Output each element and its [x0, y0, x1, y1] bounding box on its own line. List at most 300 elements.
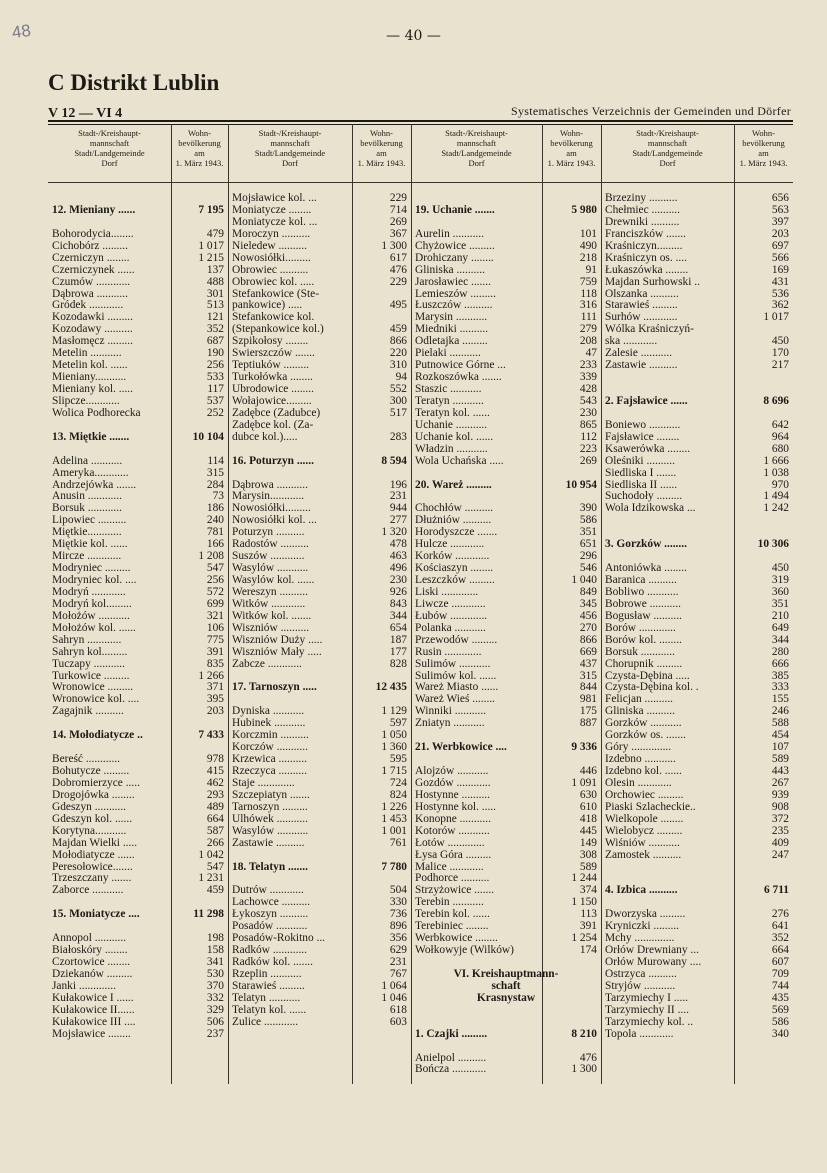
row-spacer	[48, 921, 228, 933]
place-name: Antoniówka ........	[605, 563, 687, 575]
population-value: 446	[579, 765, 597, 777]
place-name: Bobliwo ...........	[605, 586, 679, 598]
commune-heading-row	[601, 885, 793, 897]
village-row	[601, 933, 793, 945]
row-spacer	[48, 217, 228, 229]
village-row	[601, 969, 793, 981]
population-value: 279	[579, 323, 597, 336]
village-row	[601, 289, 793, 301]
population-value: 47	[585, 347, 597, 360]
place-name: Wola Uchańska .....	[415, 455, 504, 467]
place-name: Korczmin ..........	[232, 730, 309, 742]
row-spacer	[228, 444, 411, 456]
village-row	[228, 897, 411, 909]
village-row	[228, 599, 411, 611]
village-row	[228, 647, 411, 659]
population-value: 699	[206, 597, 224, 610]
place-name: Nowosiółki.........	[232, 252, 311, 264]
place-name: Sahryn kol.........	[52, 646, 128, 658]
population-value: 669	[579, 645, 597, 658]
row-spacer	[48, 742, 228, 754]
place-name: Terebiniec ........	[415, 921, 489, 933]
population-value: 300	[389, 394, 407, 407]
place-name: Metelin kol. ......	[52, 360, 128, 372]
population-value: 121	[206, 311, 224, 324]
village-row	[228, 706, 411, 718]
population-value: 111	[580, 311, 597, 324]
place-name: Wareż Wieś ........	[415, 694, 496, 706]
place-name: 12. Mieniany ......	[52, 204, 136, 216]
place-name: Turkowice .........	[52, 670, 130, 682]
population-value: 849	[579, 585, 597, 598]
population-value: 247	[771, 848, 789, 861]
row-spacer	[411, 754, 601, 766]
village-row	[411, 873, 601, 885]
population-value: 293	[206, 788, 224, 801]
population-value: 339	[579, 371, 597, 384]
place-name: Starawieś .........	[605, 300, 678, 312]
village-row	[601, 1005, 793, 1017]
population-value: 137	[206, 263, 224, 276]
village-row	[228, 802, 411, 814]
village-row	[48, 503, 228, 515]
village-row	[228, 527, 411, 539]
place-name: Telatyn ...........	[232, 992, 301, 1004]
place-name: 20. Wareż .........	[415, 479, 492, 491]
place-name: Łubów .............	[415, 610, 488, 622]
population-value: 443	[771, 765, 789, 777]
population-value: 981	[579, 693, 597, 706]
place-name: Świerszczów .......	[232, 348, 315, 360]
village-row	[601, 778, 793, 790]
place-name: Olszanka ..........	[605, 288, 679, 300]
population-value: 352	[771, 932, 789, 945]
place-name: Gorzków ...........	[605, 718, 682, 730]
village-row	[228, 885, 411, 897]
village-row	[601, 1017, 793, 1029]
place-name: Wiszniów Duży .....	[232, 634, 323, 646]
place-name: Mojsławice ........	[52, 1028, 131, 1040]
village-row	[601, 336, 793, 348]
village-row	[48, 981, 228, 993]
population-value: 478	[389, 538, 407, 551]
population-value: 315	[579, 669, 597, 682]
population-value: 8 210	[571, 1027, 597, 1040]
population-value: 495	[389, 299, 407, 312]
place-name: Mołożów ...........	[52, 610, 130, 622]
village-row	[228, 1005, 411, 1017]
village-row	[48, 1017, 228, 1029]
population-value: 10 306	[757, 538, 789, 551]
header-population: Wohn- bevölkerung am 1. März 1943.	[547, 128, 596, 168]
village-row	[228, 587, 411, 599]
population-value: 569	[771, 1003, 789, 1016]
population-value: 506	[206, 1015, 224, 1028]
place-name: Annopol ...........	[52, 933, 127, 945]
place-name: Zamostek ..........	[605, 849, 682, 861]
village-row	[228, 957, 411, 969]
place-name: Tuczapy ...........	[52, 658, 125, 670]
place-name: Winniki ...........	[415, 706, 487, 718]
place-name: Pielaki ...........	[415, 348, 481, 360]
population-value: 490	[579, 239, 597, 252]
village-row	[48, 1029, 228, 1041]
village-row	[411, 909, 601, 921]
place-name: Majdan Surhowski ..	[605, 276, 700, 288]
village-row	[48, 265, 228, 277]
village-row	[601, 217, 793, 229]
population-value: 642	[771, 418, 789, 431]
village-row	[48, 1005, 228, 1017]
place-name: pankowice) .....	[232, 300, 303, 312]
population-value: 1 242	[763, 502, 789, 515]
place-name: Brzeziny ..........	[605, 193, 678, 204]
place-name: Drewniki ..........	[605, 216, 680, 228]
population-value: 8 594	[381, 454, 407, 467]
place-name: Suchodoły .........	[605, 491, 683, 503]
village-row	[48, 336, 228, 348]
place-name: Dąbrowa ...........	[232, 479, 308, 491]
population-value: 117	[207, 383, 224, 395]
population-value: 203	[771, 227, 789, 240]
population-value: 666	[771, 657, 789, 670]
place-name: Anielpol ..........	[415, 1052, 487, 1064]
place-name: Nowosiółki.........	[232, 503, 311, 515]
village-row	[411, 933, 601, 945]
header-population: Wohn- bevölkerung am 1. März 1943.	[175, 128, 224, 168]
population-value: 944	[389, 502, 407, 515]
population-value: 926	[389, 585, 407, 598]
population-value: 367	[389, 227, 407, 240]
place-name: Trzeszczany .......	[52, 873, 132, 885]
place-name: 2. Fajsławice ......	[605, 395, 688, 407]
place-name: Żabcze ............	[232, 658, 302, 670]
village-row	[48, 682, 228, 694]
population-value: 887	[579, 717, 597, 730]
place-name: 14. Mołodiatycze ..	[52, 730, 143, 742]
place-name: Liwcze ............	[415, 598, 486, 610]
population-value: 759	[579, 275, 597, 288]
place-name: Bogusław ..........	[605, 610, 682, 622]
place-name: Miętkie kol. ......	[52, 539, 128, 551]
population-value: 1 494	[763, 490, 789, 503]
village-row	[411, 623, 601, 635]
village-row	[48, 838, 228, 850]
village-row	[601, 730, 793, 742]
village-row	[601, 718, 793, 730]
village-row	[601, 993, 793, 1005]
place-name: Sulimów ...........	[415, 658, 491, 670]
place-name: Stefankowice (Ste-	[232, 288, 319, 300]
commune-heading-row	[601, 539, 793, 551]
place-name: Tarzymiechy I .....	[605, 992, 689, 1004]
place-name: Żniatyn ...........	[415, 718, 485, 730]
place-name: Orchowiec .........	[605, 789, 684, 801]
place-name: Wasylów ...........	[232, 563, 309, 575]
population-value: 233	[579, 359, 597, 372]
population-value: 736	[389, 908, 407, 921]
place-name: Tarzymiechy kol. ..	[605, 1016, 694, 1028]
population-value: 513	[206, 299, 224, 312]
population-value: 246	[771, 705, 789, 718]
row-spacer	[411, 491, 601, 503]
place-name: Putnowice Górne ...	[415, 360, 506, 372]
population-value: 587	[206, 824, 224, 837]
commune-heading-row	[228, 862, 411, 874]
place-name: Czysta-Dębina kol. .	[605, 682, 699, 694]
population-value: 589	[579, 860, 597, 873]
place-name: Uchanie ...........	[415, 419, 488, 431]
village-row	[48, 563, 228, 575]
population-value: 664	[771, 944, 789, 957]
village-row	[411, 659, 601, 671]
population-value: 517	[389, 406, 407, 419]
population-value: 1 042	[198, 848, 224, 861]
population-value: 552	[389, 383, 407, 395]
village-row	[228, 945, 411, 957]
place-name: Zalesie ...........	[605, 348, 673, 360]
place-name: Tarzymiechy II ....	[605, 1004, 689, 1016]
village-row	[48, 623, 228, 635]
village-row	[48, 312, 228, 324]
place-name: Wereszyn ..........	[232, 586, 308, 598]
population-value: 908	[771, 800, 789, 813]
population-value: 113	[580, 908, 597, 921]
place-name: Gródek ............	[52, 300, 124, 312]
row-spacer	[601, 515, 793, 527]
village-row	[228, 384, 411, 396]
place-name: Wielkopole ........	[605, 813, 684, 825]
population-value: 714	[389, 203, 407, 216]
village-row	[411, 993, 601, 1005]
row-spacer	[228, 873, 411, 885]
village-row	[601, 241, 793, 253]
place-name: Łukaszówka ........	[605, 264, 689, 276]
place-name: Posadów ...........	[232, 921, 308, 933]
place-name: Lemieszów .........	[415, 288, 496, 300]
population-value: 828	[389, 657, 407, 670]
population-value: 435	[771, 991, 789, 1004]
place-name: Rzeczyca ..........	[232, 766, 307, 777]
population-value: 866	[389, 335, 407, 348]
place-name: Topola ............	[605, 1028, 674, 1040]
population-value: 277	[389, 514, 407, 527]
village-row	[601, 253, 793, 265]
commune-heading-row	[601, 396, 793, 408]
village-row	[48, 826, 228, 838]
population-value: 1 360	[381, 741, 407, 754]
place-name: Rozkoszówka .......	[415, 372, 502, 384]
commune-heading-row	[411, 480, 601, 492]
population-value: 488	[206, 275, 224, 288]
place-name: Dyniska ...........	[232, 706, 305, 718]
population-value: 186	[206, 502, 224, 515]
village-row	[48, 647, 228, 659]
village-row	[228, 742, 411, 754]
place-name: Teratyn ...........	[415, 395, 484, 407]
village-row	[601, 503, 793, 515]
place-name: Wiśniów ...........	[605, 837, 680, 849]
population-value: 344	[389, 609, 407, 622]
population-value: 610	[579, 800, 597, 813]
place-name: Terebin ...........	[415, 897, 484, 909]
column-group-4	[601, 193, 793, 1041]
village-row	[411, 718, 601, 730]
village-row	[601, 957, 793, 969]
population-value: 175	[579, 705, 597, 718]
place-name: Sulimów kol. ......	[415, 670, 497, 682]
village-row	[228, 623, 411, 635]
place-name: Zastawie ..........	[232, 837, 305, 849]
place-name: Wielobycz .........	[605, 825, 683, 837]
place-name: Modryniec .........	[52, 563, 131, 575]
place-name: Uchanie kol. ......	[415, 431, 494, 443]
row-spacer	[228, 468, 411, 480]
population-value: 1 300	[571, 1063, 597, 1076]
place-name: Stryjów ...........	[605, 980, 676, 992]
village-row	[411, 324, 601, 336]
population-value: 866	[579, 633, 597, 646]
place-name: Oleśniki ..........	[605, 455, 675, 467]
population-value: 155	[771, 693, 789, 706]
population-value: 496	[389, 562, 407, 575]
population-value: 563	[771, 203, 789, 216]
village-row	[228, 933, 411, 945]
place-name: Werbkowice ........	[415, 933, 498, 945]
population-value: 697	[771, 239, 789, 252]
population-value: 450	[771, 562, 789, 575]
village-row	[48, 456, 228, 468]
commune-heading-row	[411, 742, 601, 754]
population-value: 149	[579, 836, 597, 849]
population-value: 537	[206, 394, 224, 407]
village-row	[411, 682, 601, 694]
place-name: Rzeplin ...........	[232, 968, 302, 980]
column-group-2	[228, 193, 411, 1029]
village-row	[228, 659, 411, 671]
village-row	[228, 300, 411, 312]
village-row	[48, 635, 228, 647]
village-row	[228, 563, 411, 575]
place-name: Strzyżowice .......	[415, 885, 495, 897]
village-row	[601, 921, 793, 933]
place-name: Czumów ............	[52, 276, 131, 288]
population-value: 431	[771, 275, 789, 288]
place-name: Krzewica ..........	[232, 754, 307, 766]
place-name: Wasylów kol. ......	[232, 575, 315, 586]
village-row	[48, 671, 228, 683]
population-value: 10 104	[192, 430, 224, 443]
place-name: 13. Miętkie .......	[52, 431, 130, 443]
population-value: 547	[206, 562, 224, 575]
place-name: Wiszniów Mały .....	[232, 646, 322, 658]
population-value: 1 715	[381, 765, 407, 777]
commune-heading-row	[48, 205, 228, 217]
population-value: 1 231	[198, 872, 224, 885]
population-value: 1 046	[381, 991, 407, 1004]
place-name: Radostów ..........	[232, 539, 309, 551]
place-name: Radków kol. .......	[232, 957, 313, 968]
village-row	[48, 384, 228, 396]
population-value: 865	[579, 418, 597, 431]
place-name: Franciszków .......	[605, 228, 686, 240]
population-value: 8 696	[763, 394, 789, 407]
population-value: 210	[771, 609, 789, 622]
village-row	[411, 814, 601, 826]
village-row	[48, 850, 228, 862]
population-value: 437	[579, 657, 597, 670]
population-value: 476	[579, 1051, 597, 1064]
population-value: 1 150	[571, 896, 597, 909]
place-name: Leszczków .........	[415, 575, 495, 586]
village-row	[411, 790, 601, 802]
population-value: 308	[579, 848, 597, 861]
population-value: 315	[206, 466, 224, 479]
place-name: Hulcze ............	[415, 539, 485, 551]
population-value: 775	[206, 633, 224, 646]
village-row	[48, 599, 228, 611]
place-name: Dutrów ............	[232, 885, 304, 897]
village-row	[411, 372, 601, 384]
village-row	[411, 396, 601, 408]
village-row	[228, 826, 411, 838]
place-name: Teptiuków .........	[232, 360, 310, 372]
commune-heading-row	[228, 682, 411, 694]
column-group-1	[48, 193, 228, 1041]
page-title: C Distrikt Lublin	[48, 70, 220, 95]
place-name: Mieniany kol. .....	[52, 384, 133, 395]
place-name: Borsuk ............	[52, 503, 122, 515]
population-value: 607	[771, 956, 789, 968]
place-name: 15. Moniatycze ....	[52, 909, 140, 921]
place-name: Moniatycze ........	[232, 204, 312, 216]
place-name: Drohiczany ........	[415, 252, 494, 264]
population-value: 203	[206, 705, 224, 718]
village-row	[601, 360, 793, 372]
village-row	[48, 766, 228, 778]
population-value: 595	[389, 753, 407, 766]
population-value: 724	[389, 776, 407, 789]
village-row	[411, 312, 601, 324]
place-name: Odletajka .........	[415, 336, 488, 348]
place-name: Moniatycze kol. ...	[232, 216, 318, 228]
place-name: Rusin .............	[415, 646, 482, 658]
village-row	[411, 265, 601, 277]
place-name: Staje .............	[232, 777, 295, 789]
population-value: 709	[771, 967, 789, 980]
population-value: 630	[579, 788, 597, 801]
place-name: Łysa Góra .........	[415, 849, 492, 861]
place-name: Wołkowyje (Wilków)	[415, 945, 514, 957]
village-row	[411, 432, 601, 444]
population-value: 10 954	[565, 478, 597, 491]
place-name: Modryń ............	[52, 586, 126, 598]
population-value: 352	[206, 323, 224, 336]
population-value: 651	[579, 538, 597, 551]
place-name: schaft	[491, 980, 521, 992]
population-value: 603	[389, 1015, 407, 1028]
population-value: 240	[206, 514, 224, 527]
population-value: 617	[389, 251, 407, 264]
place-name: Korczów ...........	[232, 742, 308, 754]
place-name: Zadębce kol. (Za-	[232, 419, 314, 431]
population-value: 547	[206, 860, 224, 873]
place-name: Siedliska I .......	[605, 467, 677, 479]
village-row	[411, 360, 601, 372]
population-value: 370	[206, 979, 224, 992]
population-value: 896	[389, 920, 407, 933]
page-number: — 40 —	[386, 28, 441, 44]
